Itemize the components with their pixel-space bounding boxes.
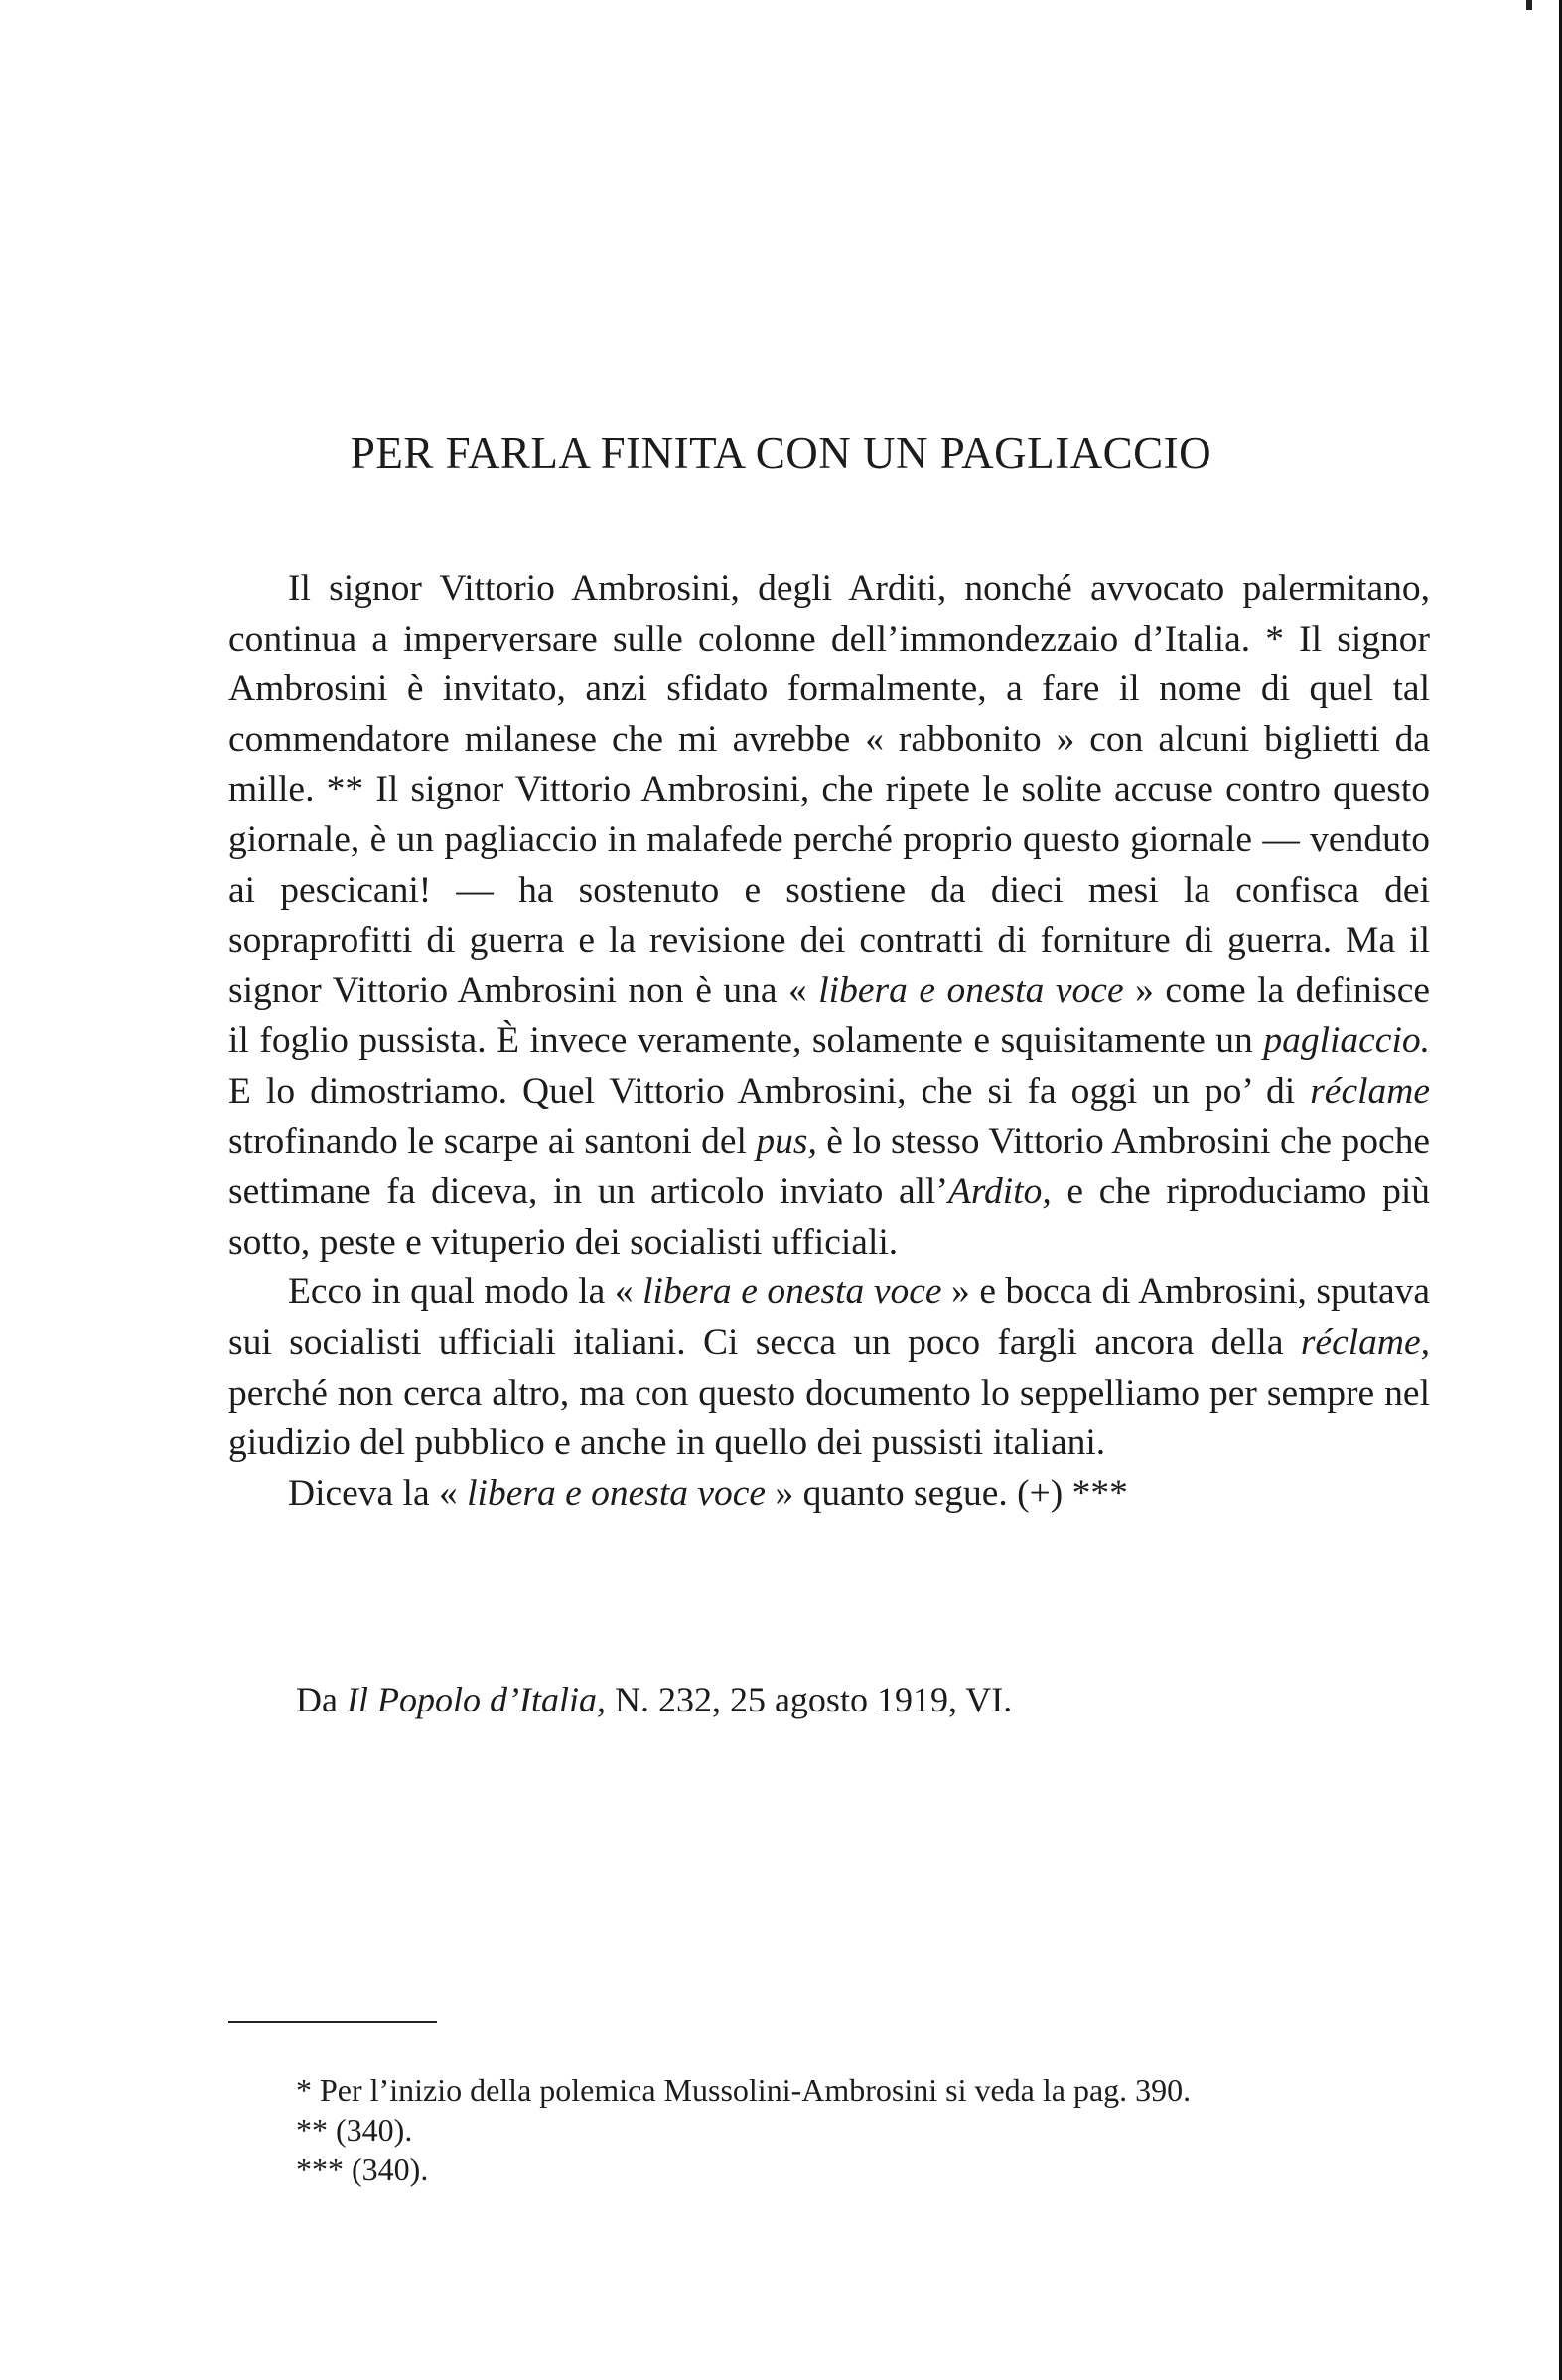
paragraph-1 — [228, 564, 1430, 1267]
paragraph-3 — [228, 1469, 1430, 1520]
footnotes — [296, 2070, 1388, 2189]
text-run: » e bocca di Ambrosini, sputava sui socialisti ufficiali italiani. Ci secca un poco fargli ancora della — [228, 1271, 1430, 1363]
text-run: Diceva la « — [288, 1472, 468, 1514]
italic-text-run: Ardito, — [947, 1171, 1052, 1213]
text-run: E lo dimostriamo. Quel Vittorio Ambrosini, che si fa oggi un po’ di — [228, 1070, 1311, 1112]
footnote-2: ** (340). — [296, 2112, 413, 2148]
italic-text-run: libera e onesta voce — [467, 1472, 767, 1514]
italic-text-run: pus, — [756, 1120, 817, 1162]
source-details: N. 232, 25 agosto 1919, VI. — [605, 1680, 1013, 1719]
text-run: e che riproduciamo più sotto, peste e vituperio dei socialisti ufficiali. — [228, 1171, 1430, 1263]
page-title: PER FARLA FINITA CON UN PAGLIACCIO — [350, 428, 1212, 478]
text-run: è lo stesso Vittorio Ambrosini che poche settimane fa diceva, in un articolo inviato all’ — [228, 1120, 1430, 1213]
footnote-1: * Per l’inizio della polemica Mussolini-Ambrosini si veda la pag. 390. — [296, 2072, 1192, 2108]
source-publication: Il Popolo d’Italia, — [346, 1680, 606, 1719]
text-run: » come la definisce il foglio pussista. È invece veramente, solamente e squisitamente un — [228, 969, 1431, 1062]
text-run: strofinando le scarpe ai santoni del — [228, 1120, 757, 1162]
text-run: » quanto segue. (+) *** — [766, 1472, 1128, 1514]
italic-text-run: réclame — [1310, 1070, 1430, 1112]
italic-text-run: libera e onesta voce — [818, 969, 1124, 1011]
italic-text-run: réclame, — [1300, 1321, 1430, 1363]
source-prefix: Da — [296, 1680, 347, 1719]
footnote-3: *** (340). — [296, 2152, 429, 2187]
source-citation — [296, 1679, 1012, 1720]
paragraph-2 — [228, 1267, 1430, 1468]
article-body — [228, 564, 1430, 1519]
text-run: Ecco in qual modo la « — [288, 1271, 643, 1313]
italic-text-run: pagliaccio. — [1263, 1020, 1430, 1062]
page-edge-mark — [1526, 0, 1532, 10]
text-run: Il signor Vittorio Ambrosini, degli Arditi, nonché avvocato palermitano, continua a imperversare sulle colonne dell’immondezzaio d’Italia. * Il signor Ambrosini è invitato, anzi sfidato formalmente, a fare il nome di quel tal commendatore milanese che mi avrebbe « rabbonito » con alcuni biglietti da mille. ** Il signor Vittorio Ambrosini, che ripete le solite accuse contro questo giornale, è un pagliaccio in malafede perché proprio questo giornale — venduto ai pescicani! — ha sostenuto e sostiene da dieci mesi la confisca dei sopraprofitti di guerra e la revisione dei contratti di forniture di guerra. Ma il signor Vittorio Ambrosini non è una « — [228, 568, 1430, 1011]
text-run: perché non cerca altro, ma con questo documento lo seppelliamo per sempre nel giudizio del pubblico e anche in quello dei pussisti italiani. — [228, 1372, 1430, 1464]
footnote-rule — [228, 2021, 437, 2023]
italic-text-run: libera e onesta voce — [642, 1271, 942, 1313]
